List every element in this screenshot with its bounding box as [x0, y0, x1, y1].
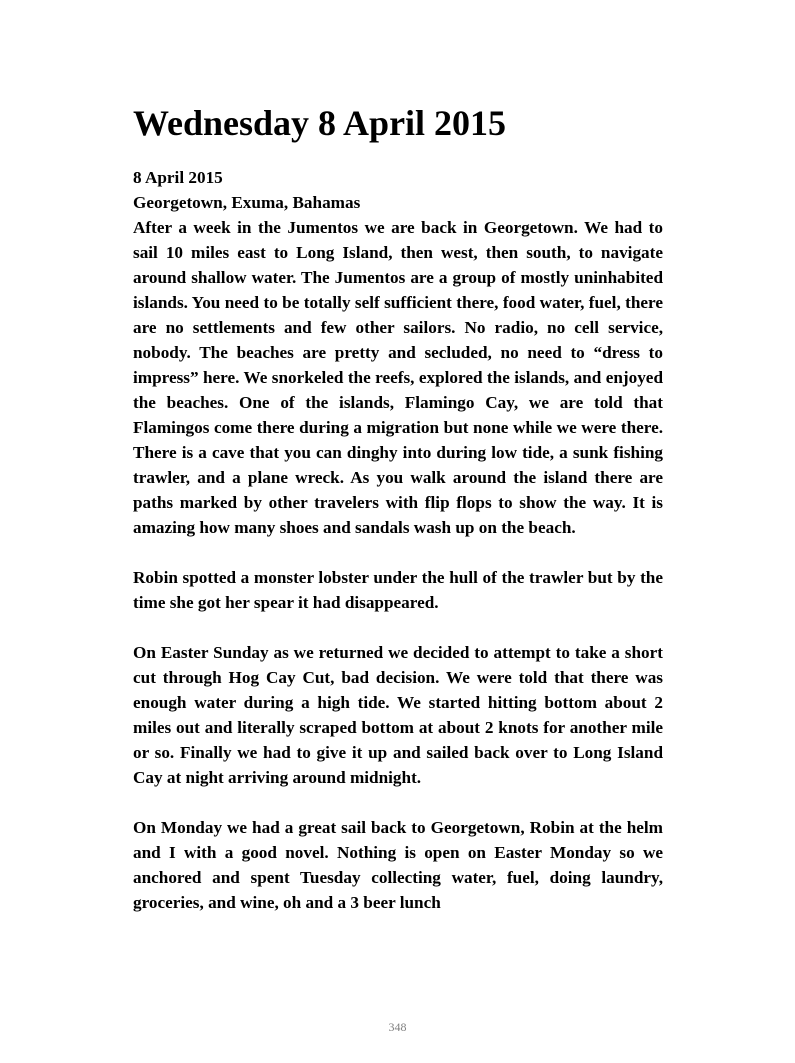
entry-date: 8 April 2015 — [133, 168, 223, 187]
paragraph-4: On Monday we had a great sail back to Georgetown, Robin at the helm and I with a good novel. Nothing is open on Easter Monday so we anchored and spent Tuesday collecting water, fuel, doing laundry, groceries, and wine, oh and a 3 beer lunch — [133, 818, 663, 912]
page-number: 348 — [388, 1020, 407, 1034]
paragraph-1: After a week in the Jumentos we are back in Georgetown. We had to sail 10 miles east to Long Island, then west, then south, to navigate around shallow water. The Jumentos are a group of mostly uninhabited islands. You need to be totally self sufficient there, food water, fuel, there are no settlements and few other sailors. No radio, no cell service, nobody. The beaches are pretty and secluded, no need to “dress to impress” here. We snorkeled the reefs, explored the islands, and enjoyed the beaches. One of the islands, Flamingo Cay, we are told that Flamingos come there during a migration but none while we were there. There is a cave that you can dinghy into during low tide, a sunk fishing trawler, and a plane wreck. As you walk around the island there are paths marked by other travelers with flip flops to show the way. It is amazing how many shoes and sandals wash up on the beach. — [133, 218, 663, 537]
paragraph-3: On Easter Sunday as we returned we decided to attempt to take a short cut through Hog Cay Cut, bad decision. We were told that there was enough water during a high tide. We started hitting bottom about 2 miles out and literally scraped bottom at about 2 knots for another mile or so. Finally we had to give it up and sailed back over to Long Island Cay at night arriving around midnight. — [133, 643, 663, 787]
entry-location: Georgetown, Exuma, Bahamas — [133, 193, 361, 212]
page-title: Wednesday 8 April 2015 — [133, 103, 507, 143]
paragraph-2: Robin spotted a monster lobster under the hull of the trawler but by the time she got her spear it had disappeared. — [133, 568, 663, 612]
entry-body — [133, 165, 663, 915]
